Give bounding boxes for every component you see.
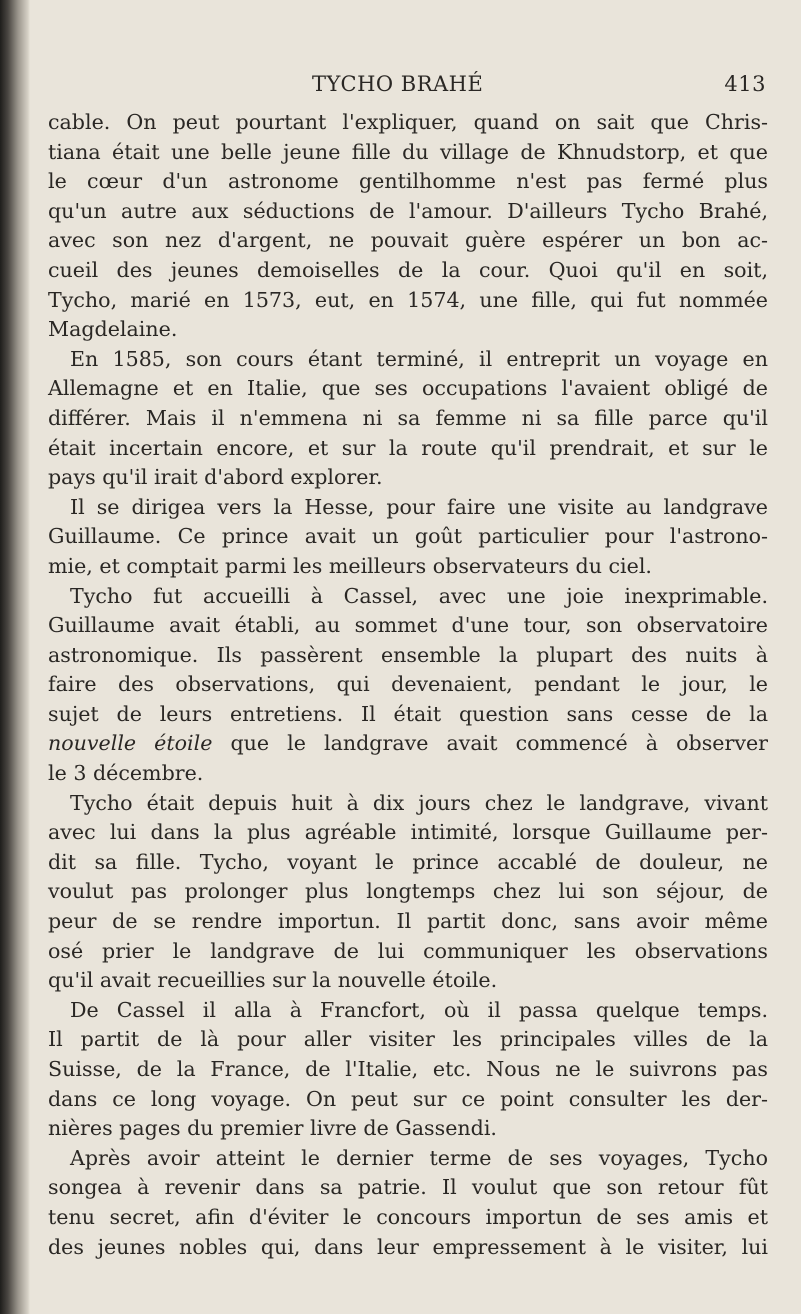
text-line: cable. On peut pourtant l'expliquer, quand on sait que Chris- (48, 110, 768, 134)
text-line (48, 729, 768, 759)
text-line: avec lui dans la plus agréable intimité, lorsque Guillaume per- (48, 820, 768, 845)
text-line: Tycho, marié en 1573, eut, en 1574, une fille, qui fut nommée (48, 287, 768, 312)
text-line: osé prier le landgrave de lui communiquer les observations (48, 938, 768, 963)
text-line: tenu secret, afin d'éviter le concours importun de ses amis et (48, 1204, 768, 1229)
text-line: Magdelaine. (48, 317, 178, 342)
text-line: tiana était une belle jeune fille du village de Khnudstorp, et que (48, 139, 768, 164)
text-line: Tycho était depuis huit à dix jours chez le landgrave, vivant (70, 790, 768, 815)
text-line: Il se dirigea vers la Hesse, pour faire une visite au landgrave (70, 494, 768, 519)
text-line: peur de se rendre importun. Il partit donc, sans avoir même (48, 909, 768, 934)
text-line: pays qu'il irait d'abord explorer. (48, 465, 383, 490)
text-line: différer. Mais il n'emmena ni sa femme ni sa fille parce qu'il (48, 405, 768, 430)
running-header (48, 72, 768, 104)
text-line: mie, et comptait parmi les meilleurs observateurs du ciel. (48, 553, 652, 578)
text-line: Il partit de là pour aller visiter les principales villes de la (48, 1027, 768, 1052)
text-line: sujet de leurs entretiens. Il était question sans cesse de la (48, 701, 768, 726)
text-line: le 3 décembre. (48, 761, 204, 786)
text-line: De Cassel il alla à Francfort, où il passa quelque temps. (70, 997, 768, 1022)
text-line: dit sa fille. Tycho, voyant le prince accablé de douleur, ne (48, 849, 768, 874)
text-line: qu'un autre aux séductions de l'amour. D'ailleurs Tycho Brahé, (48, 198, 768, 223)
text-line: Après avoir atteint le dernier terme de ses voyages, Tycho (70, 1145, 768, 1170)
italic-phrase: nouvelle étoile (48, 731, 213, 756)
page-number: 413 (724, 72, 766, 96)
text-line: qu'il avait recueillies sur la nouvelle étoile. (48, 968, 498, 993)
text-line: était incertain encore, et sur la route qu'il prendrait, et sur le (48, 435, 768, 460)
running-title: TYCHO BRAHÉ (312, 72, 484, 96)
text-line: En 1585, son cours étant terminé, il entreprit un voyage en (70, 346, 768, 371)
text-line: avec son nez d'argent, ne pouvait guère espérer un bon ac- (48, 228, 768, 253)
body-text (48, 108, 768, 1262)
text-line: Suisse, de la France, de l'Italie, etc. Nous ne le suivrons pas (48, 1057, 768, 1081)
text-line: Tycho fut accueilli à Cassel, avec une joie inexprimable. (70, 583, 768, 608)
text-line: dans ce long voyage. On peut sur ce point consulter les der- (48, 1086, 768, 1111)
text-line: Guillaume. Ce prince avait un goût particulier pour l'astrono- (48, 524, 768, 549)
text-line: nières pages du premier livre de Gassendi. (48, 1116, 497, 1141)
text-line: faire des observations, qui devenaient, pendant le jour, le (48, 672, 768, 697)
text-line: Guillaume avait établi, au sommet d'une tour, son observatoire (48, 613, 768, 638)
book-page (48, 72, 768, 1262)
text-line: cueil des jeunes demoiselles de la cour. Quoi qu'il en soit, (48, 257, 768, 282)
text-line: le cœur d'un astronome gentilhomme n'est pas fermé plus (48, 169, 768, 194)
text-line: voulut pas prolonger plus longtemps chez lui son séjour, de (48, 879, 768, 904)
line-text: que le landgrave avait commencé à observer (212, 731, 768, 756)
text-line: Allemagne et en Italie, que ses occupations l'avaient obligé de (48, 376, 768, 401)
text-line: des jeunes nobles qui, dans leur empressement à le visiter, lui (48, 1234, 768, 1259)
text-line: astronomique. Ils passèrent ensemble la plupart des nuits à (48, 642, 768, 667)
book-binding-edge (0, 0, 30, 1314)
text-line: songea à revenir dans sa patrie. Il voulut que son retour fût (48, 1175, 768, 1200)
